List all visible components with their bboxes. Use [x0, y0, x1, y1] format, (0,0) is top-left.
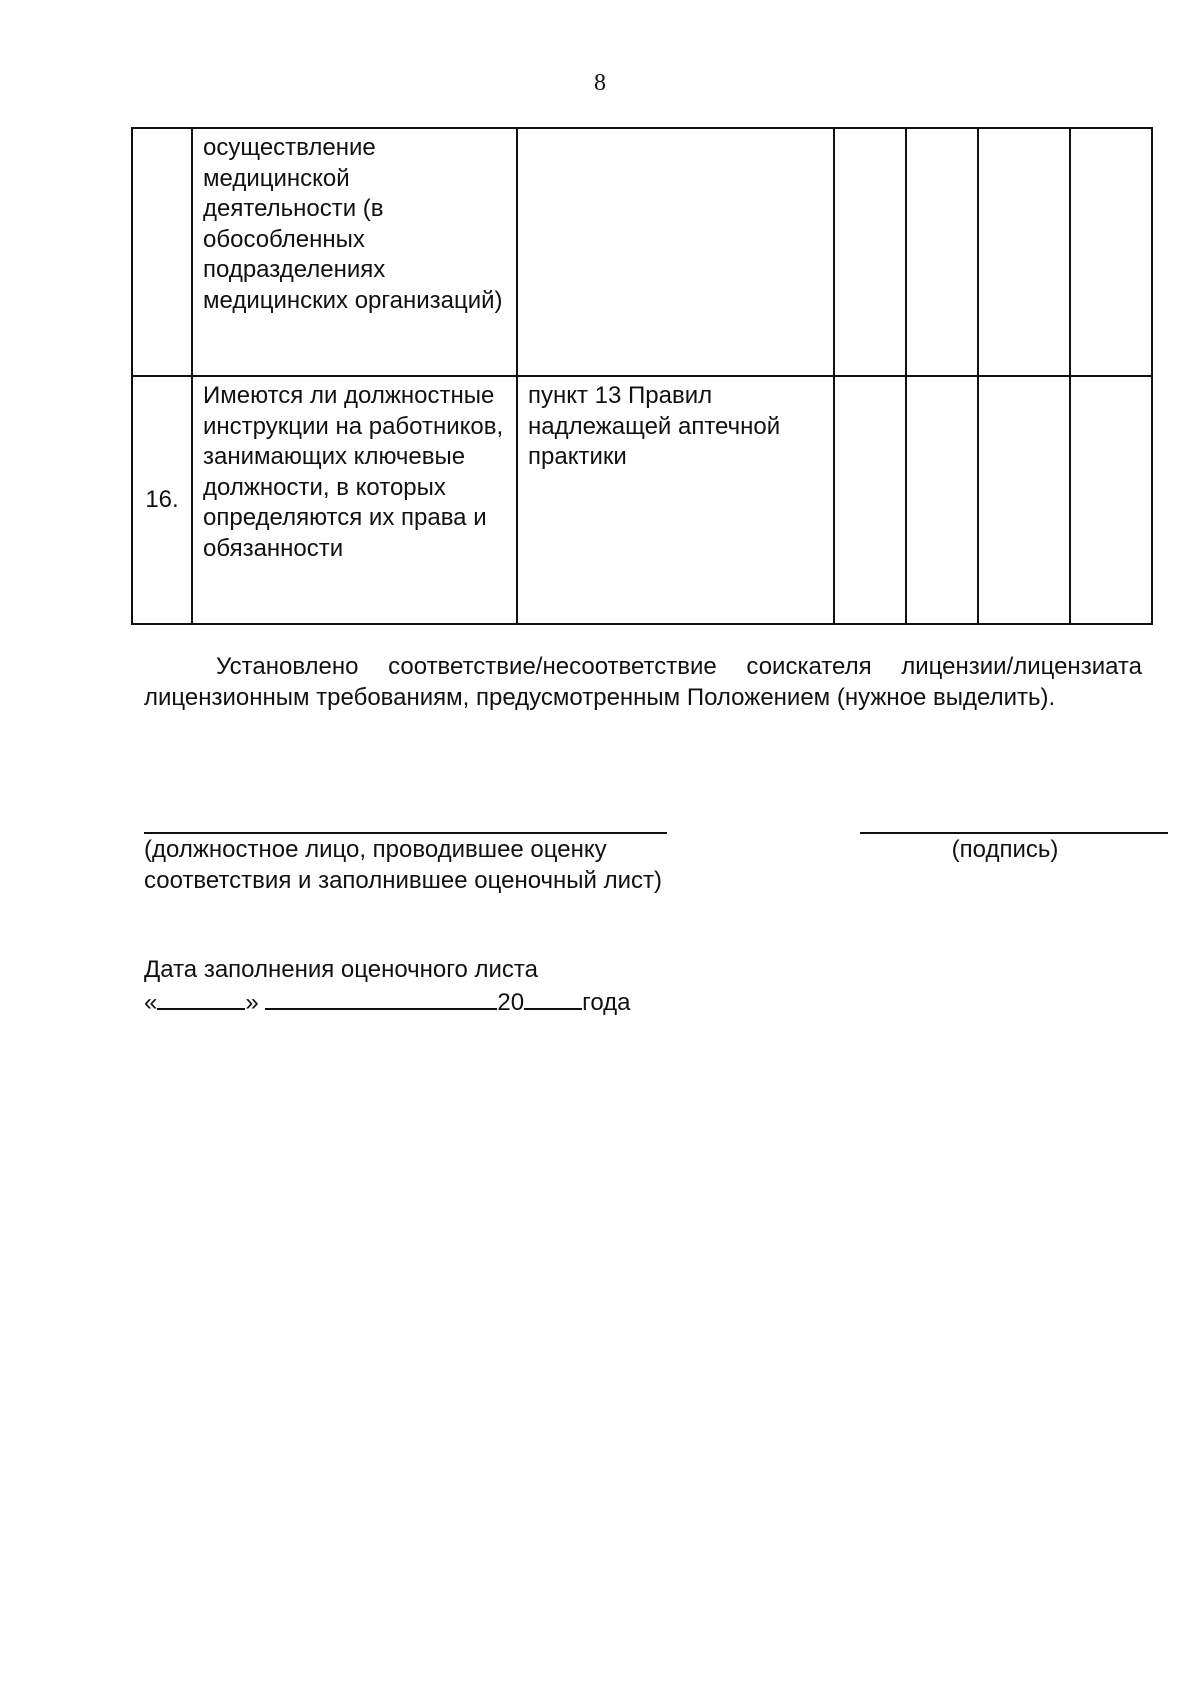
- row-number-cell: 16.: [132, 376, 192, 624]
- answer-cell[interactable]: [978, 128, 1070, 376]
- year-blank[interactable]: [524, 986, 582, 1010]
- answer-cell[interactable]: [1070, 128, 1152, 376]
- answer-cell[interactable]: [906, 128, 978, 376]
- open-quote: «: [144, 989, 158, 1016]
- requirement-cell: Имеются ли должностные инструкции на работников, занимающих ключевые должности, в которых определяются их права и обязанности: [192, 376, 517, 624]
- official-signature-line[interactable]: [144, 832, 667, 834]
- month-blank[interactable]: [265, 986, 497, 1010]
- row-number-cell: [132, 128, 192, 376]
- answer-cell[interactable]: [978, 376, 1070, 624]
- reference-cell: [517, 128, 834, 376]
- year-suffix: года: [582, 989, 631, 1016]
- date-fill-line: [144, 986, 631, 1019]
- assessment-table: [131, 127, 1153, 625]
- page-number: 8: [594, 70, 606, 96]
- conclusion-paragraph: Установлено соответствие/несоответствие соискателя лицензии/лицензиата лицензионным требованиям, предусмотренным Положением (нужное выделить).: [144, 653, 1142, 711]
- reference-cell: пункт 13 Правил надлежащей аптечной практики: [517, 376, 834, 624]
- date-label: Дата заполнения оценочного листа: [144, 956, 538, 983]
- answer-cell[interactable]: [834, 128, 906, 376]
- day-blank[interactable]: [157, 986, 245, 1010]
- signature-line[interactable]: [860, 832, 1168, 834]
- answer-cell[interactable]: [906, 376, 978, 624]
- signature-label: (подпись): [951, 836, 1059, 863]
- answer-cell[interactable]: [834, 376, 906, 624]
- table-row: [132, 128, 1152, 376]
- century-text: 20: [497, 989, 525, 1016]
- official-label: (должностное лицо, проводившее оценку соответствия и заполнившее оценочный лист): [144, 836, 662, 894]
- table-row: [132, 376, 1152, 624]
- close-quote: »: [245, 989, 259, 1016]
- requirement-cell: осуществление медицинской деятельности (в обособленных подразделениях медицинских организаций): [192, 128, 517, 376]
- answer-cell[interactable]: [1070, 376, 1152, 624]
